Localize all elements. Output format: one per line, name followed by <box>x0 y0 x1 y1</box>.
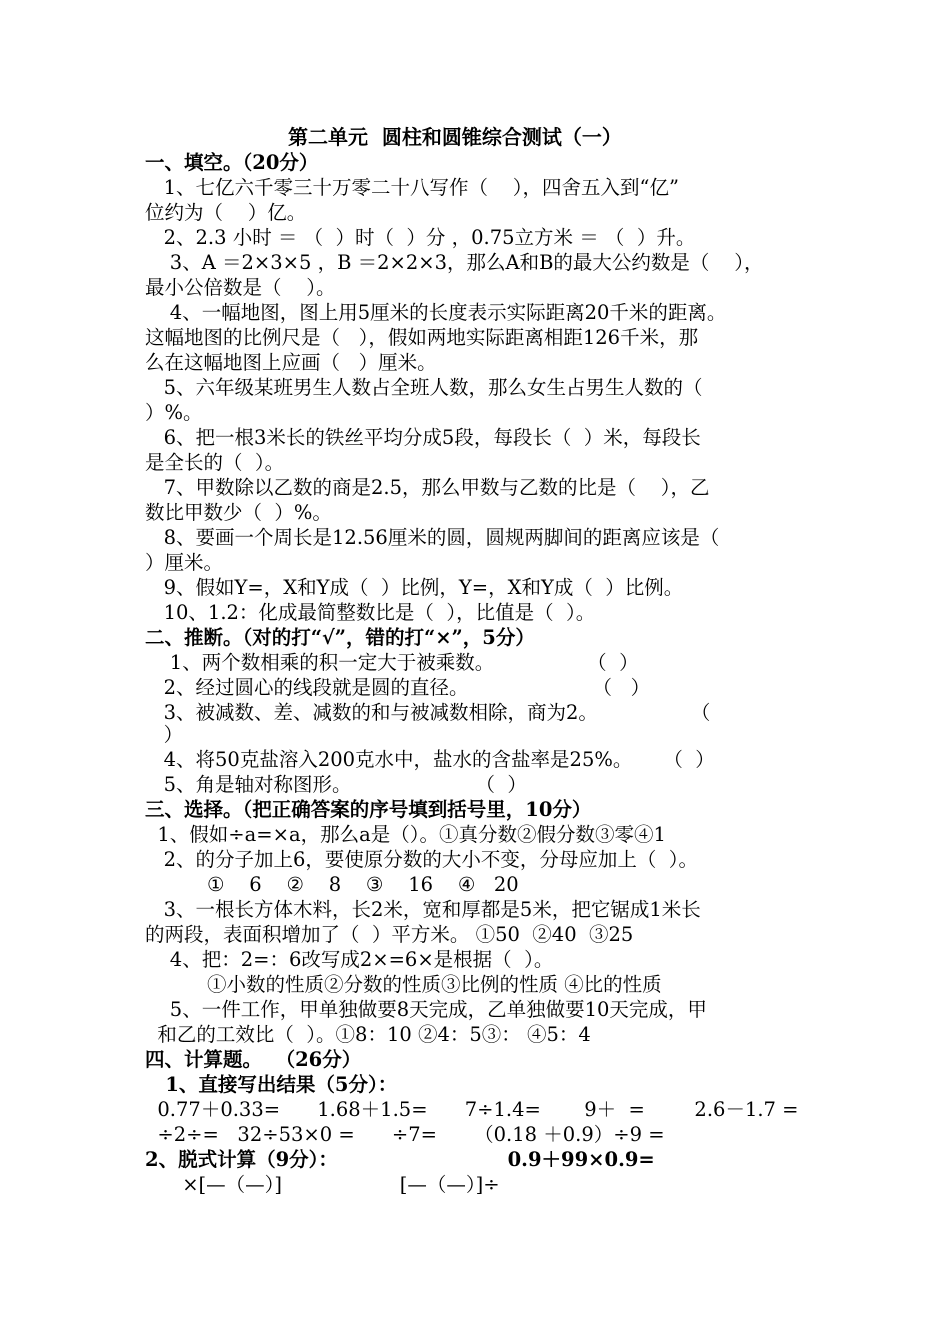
question-line: ） <box>145 723 184 746</box>
question-line: 1、假如÷a=×a，那么a是（）。①真分数②假分数③零④1 <box>145 823 666 846</box>
question-line: 最小公倍数是（ ）。 <box>145 276 336 299</box>
subsection-heading: 1、直接写出结果（5分）： <box>145 1073 398 1096</box>
question-line: 1、七亿六千零三十万零二十八写作（ ），四舍五入到“亿” <box>145 176 679 199</box>
question-line: 5、角是轴对称图形。 （ ） <box>145 773 527 796</box>
question-line: ）%。 <box>145 401 203 424</box>
question-line: 9、假如Y=，X和Y成（ ）比例，Y=，X和Y成（ ）比例。 <box>145 576 684 599</box>
page-title: 第二单元 圆柱和圆锥综合测试（一） <box>288 125 622 149</box>
question-line: 3、一根长方体木料，长2米，宽和厚都是5米，把它锯成1米长 <box>145 898 701 921</box>
question-line: 4、将50克盐溶入200克水中，盐水的含盐率是25%。 （ ） <box>145 748 715 771</box>
section-heading-judge: 二、推断。（对的打“√”，错的打“×”，5分） <box>145 626 535 649</box>
question-line: 2、2.3 小时 ＝ （ ）时（ ）分 ，0.75立方米 ＝ （ ）升。 <box>145 226 696 249</box>
question-line: 和乙的工效比（ ）。①8：10 ②4：5③： ④5：4 <box>145 1023 591 1046</box>
question-line: 4、把：2=：6改写成2×=6×是根据（ ）。 <box>145 948 554 971</box>
question-line: 7、甲数除以乙数的商是2.5，那么甲数与乙数的比是（ ），乙 <box>145 476 710 499</box>
question-line: ① 6 ② 8 ③ 16 ④ 20 <box>145 873 519 896</box>
section-heading-calc: 四、计算题。 （26分） <box>145 1048 362 1071</box>
question-line: 这幅地图的比例尺是（ ），假如两地实际距离相距126千米，那 <box>145 326 699 349</box>
calc-line: ÷2÷= 32÷53×0 = ÷7= （0.18 ＋0.9）÷9 = <box>145 1123 665 1146</box>
question-line: 10、1.2：化成最简整数比是（ ），比值是（ ）。 <box>145 601 596 624</box>
section-heading-choice: 三、选择。（把正确答案的序号填到括号里，10分） <box>145 798 592 821</box>
section-heading-fill: 一、填空。（20分） <box>145 151 319 174</box>
question-line: 数比甲数少（ ）%。 <box>145 501 332 524</box>
question-line: 2、经过圆心的线段就是圆的直径。 （ ） <box>145 676 651 699</box>
question-line: 3、被减数、差、减数的和与被减数相除，商为2。 （ <box>145 701 711 724</box>
question-line: 么在这幅地图上应画（ ）厘米。 <box>145 351 437 374</box>
question-line: ）厘米。 <box>145 551 224 574</box>
question-line: 4、一幅地图，图上用5厘米的长度表示实际距离20千米的距离。 <box>145 301 727 324</box>
question-line: 2、的分子加上6，要使原分数的大小不变，分母应加上（ ）。 <box>145 848 699 871</box>
question-line: 6、把一根3米长的铁丝平均分成5段，每段长（ ）米，每段长 <box>145 426 701 449</box>
question-line: 1、两个数相乘的积一定大于被乘数。 （ ） <box>145 651 639 674</box>
question-line: 5、六年级某班男生人数占全班人数，那么女生占男生人数的（ <box>145 376 703 399</box>
question-line: 3、A ＝2×3×5 ，B ＝2×2×3，那么A和B的最大公约数是（ ）， <box>145 251 764 274</box>
calc-line: ×[—（—）] [—（—）]÷ <box>145 1173 500 1196</box>
question-line: 5、一件工作，甲单独做要8天完成，乙单独做要10天完成，甲 <box>145 998 707 1021</box>
calc-line: 0.77＋0.33= 1.68＋1.5= 7÷1.4= 9＋ = 2.6－1.7 = <box>145 1098 799 1121</box>
question-line: 位约为（ ）亿。 <box>145 201 307 224</box>
question-line: 的两段，表面积增加了（ ）平方米。 ①50 ②40 ③25 <box>145 923 634 946</box>
question-line: 是全长的（ ）。 <box>145 451 285 474</box>
question-line: ①小数的性质②分数的性质③比例的性质 ④比的性质 <box>145 973 662 996</box>
question-line: 8、要画一个周长是12.56厘米的圆，圆规两脚间的距离应该是（ <box>145 526 720 549</box>
subsection-heading: 2、脱式计算（9分）： 0.9＋99×0.9= <box>145 1148 655 1171</box>
